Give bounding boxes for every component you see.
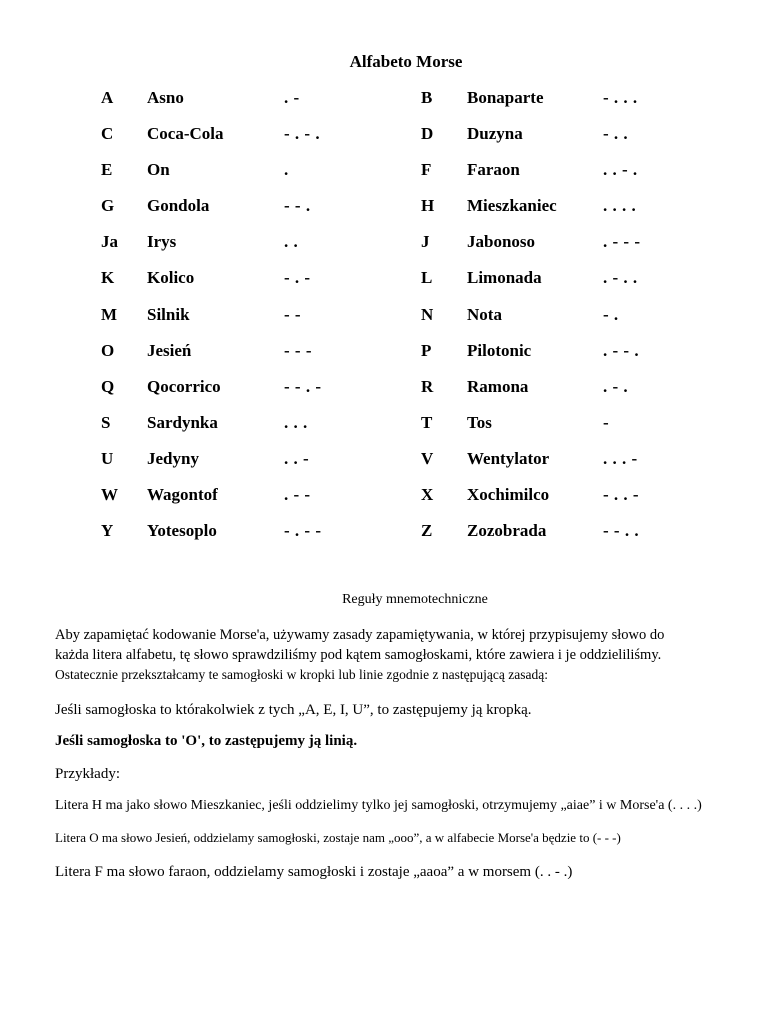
letter-cell: N — [421, 304, 434, 324]
letter-cell: F — [421, 160, 432, 180]
word-cell: Mieszkaniec — [467, 196, 557, 216]
example-h: Litera H ma jako słowo Mieszkaniec, jeśli oddzielimy tylko jej samogłoski, otrzymujemy „aiae” i w Morse'a (. . . .) — [55, 798, 702, 813]
code-cell: - . . - — [603, 485, 640, 505]
letter-cell: G — [101, 196, 115, 216]
table-row — [0, 405, 768, 441]
code-cell: . . - . — [603, 160, 638, 180]
word-cell: Yotesoplo — [147, 521, 217, 541]
word-cell: Kolico — [147, 268, 195, 288]
letter-cell: W — [101, 485, 118, 505]
code-cell: . - . — [603, 376, 629, 396]
letter-cell: M — [101, 304, 118, 324]
letter-cell: D — [421, 124, 434, 144]
table-row — [0, 260, 768, 296]
code-cell: . . - — [284, 448, 310, 468]
letter-cell: Z — [421, 521, 433, 541]
word-cell: Jabonoso — [467, 232, 536, 252]
code-cell: . - - - — [603, 232, 641, 252]
document-title: Alfabeto Morse — [349, 52, 463, 71]
code-cell: - - . - — [284, 376, 322, 396]
code-cell: - - — [284, 304, 302, 324]
code-cell: - . - - — [284, 521, 322, 541]
table-row — [0, 441, 768, 477]
letter-cell: A — [101, 88, 114, 107]
word-cell: Sardynka — [147, 412, 218, 432]
intro-line: każda litera alfabetu, tę słowo sprawdziliśmy pod kątem samogłoskami, które zawiera i je oddzieliliśmy. — [55, 647, 662, 663]
word-cell: Jedyny — [147, 448, 199, 468]
code-cell: . . — [284, 232, 299, 252]
code-cell: - . - — [284, 268, 311, 288]
table-row — [0, 333, 768, 369]
intro-paragraph — [55, 625, 745, 685]
letter-cell: B — [421, 88, 433, 107]
letter-cell: C — [101, 124, 114, 144]
letter-cell: V — [421, 448, 434, 468]
word-cell: Faraon — [467, 160, 520, 180]
code-cell: . . . — [284, 412, 308, 432]
word-cell: Silnik — [147, 304, 190, 324]
code-cell: - - . . — [603, 521, 640, 541]
word-cell: Wagontof — [147, 485, 218, 505]
intro-line: Ostatecznie przekształcamy te samogłoski w kropki lub linie zgodnie z następującą zasadą: — [55, 667, 548, 682]
morse-table — [0, 80, 768, 549]
word-cell: Xochimilco — [467, 485, 550, 505]
word-cell: Wentylator — [467, 448, 550, 468]
rule-o-line: Jeśli samogłoska to 'O', to zastępujemy ją linią. — [55, 733, 358, 749]
letter-cell: Y — [101, 521, 114, 541]
letter-cell: E — [101, 160, 113, 180]
code-cell: - - . — [284, 196, 311, 216]
code-cell: . . . . — [603, 196, 637, 216]
table-row — [0, 297, 768, 333]
letter-cell: J — [421, 232, 430, 252]
letter-cell: T — [421, 412, 433, 432]
word-cell: Tos — [467, 412, 492, 432]
word-cell: On — [147, 160, 170, 180]
intro-line: Aby zapamiętać kodowanie Morse'a, używamy zasady zapamiętywania, w której przypisujemy słowo do — [55, 627, 665, 643]
examples-label: Przykłady: — [55, 766, 120, 782]
word-cell: Limonada — [467, 268, 542, 288]
word-cell: Ramona — [467, 376, 529, 396]
letter-cell: U — [101, 448, 114, 468]
example-o: Litera O ma słowo Jesień, oddzielamy samogłoski, zostaje nam „ooo”, a w alfabecie Morse'a będzie to (- - -) — [55, 830, 621, 845]
word-cell: Coca-Cola — [147, 124, 224, 144]
letter-cell: Q — [101, 376, 115, 396]
rule-vowels-dot: Jeśli samogłoska to którakolwiek z tych „A, E, I, U”, to zastępujemy ją kropką. — [55, 702, 532, 718]
table-row — [0, 477, 768, 513]
code-cell: - - - — [284, 340, 312, 360]
table-row — [0, 369, 768, 405]
code-cell: . - — [284, 88, 300, 107]
word-cell: Pilotonic — [467, 340, 532, 360]
word-cell: Zozobrada — [467, 521, 547, 541]
letter-cell: Ja — [101, 232, 118, 252]
word-cell: Qocorrico — [147, 376, 221, 396]
letter-cell: K — [101, 268, 115, 288]
word-cell: Jesień — [147, 340, 192, 360]
word-cell: Bonaparte — [467, 88, 544, 107]
code-cell: - . - . — [284, 124, 321, 144]
word-cell: Nota — [467, 304, 502, 324]
table-row — [0, 188, 768, 224]
word-cell: Irys — [147, 232, 177, 252]
table-row — [0, 224, 768, 260]
table-row — [0, 152, 768, 188]
letter-cell: L — [421, 268, 433, 288]
word-cell: Duzyna — [467, 124, 523, 144]
code-cell: . — [284, 160, 289, 180]
code-cell: . - . . — [603, 268, 638, 288]
table-row — [0, 116, 768, 152]
code-cell: . . . - — [603, 448, 638, 468]
code-cell: - . . . — [603, 88, 638, 107]
word-cell: Asno — [147, 88, 184, 107]
table-row — [0, 80, 768, 116]
letter-cell: S — [101, 412, 111, 432]
word-cell: Gondola — [147, 196, 210, 216]
letter-cell: O — [101, 340, 115, 360]
code-cell: - . — [603, 304, 619, 324]
letter-cell: H — [421, 196, 435, 216]
code-cell: . - - — [284, 485, 311, 505]
code-cell: . - - . — [603, 340, 640, 360]
code-cell: - — [603, 412, 610, 432]
rules-title: Reguły mnemotechniczne — [342, 592, 488, 607]
example-f: Litera F ma słowo faraon, oddzielamy samogłoski i zostaje „aaoa” a w morsem (. . - .) — [55, 864, 573, 880]
letter-cell: X — [421, 485, 434, 505]
code-cell: - . . — [603, 124, 629, 144]
table-row — [0, 513, 768, 549]
letter-cell: P — [421, 340, 432, 360]
letter-cell: R — [421, 376, 434, 396]
